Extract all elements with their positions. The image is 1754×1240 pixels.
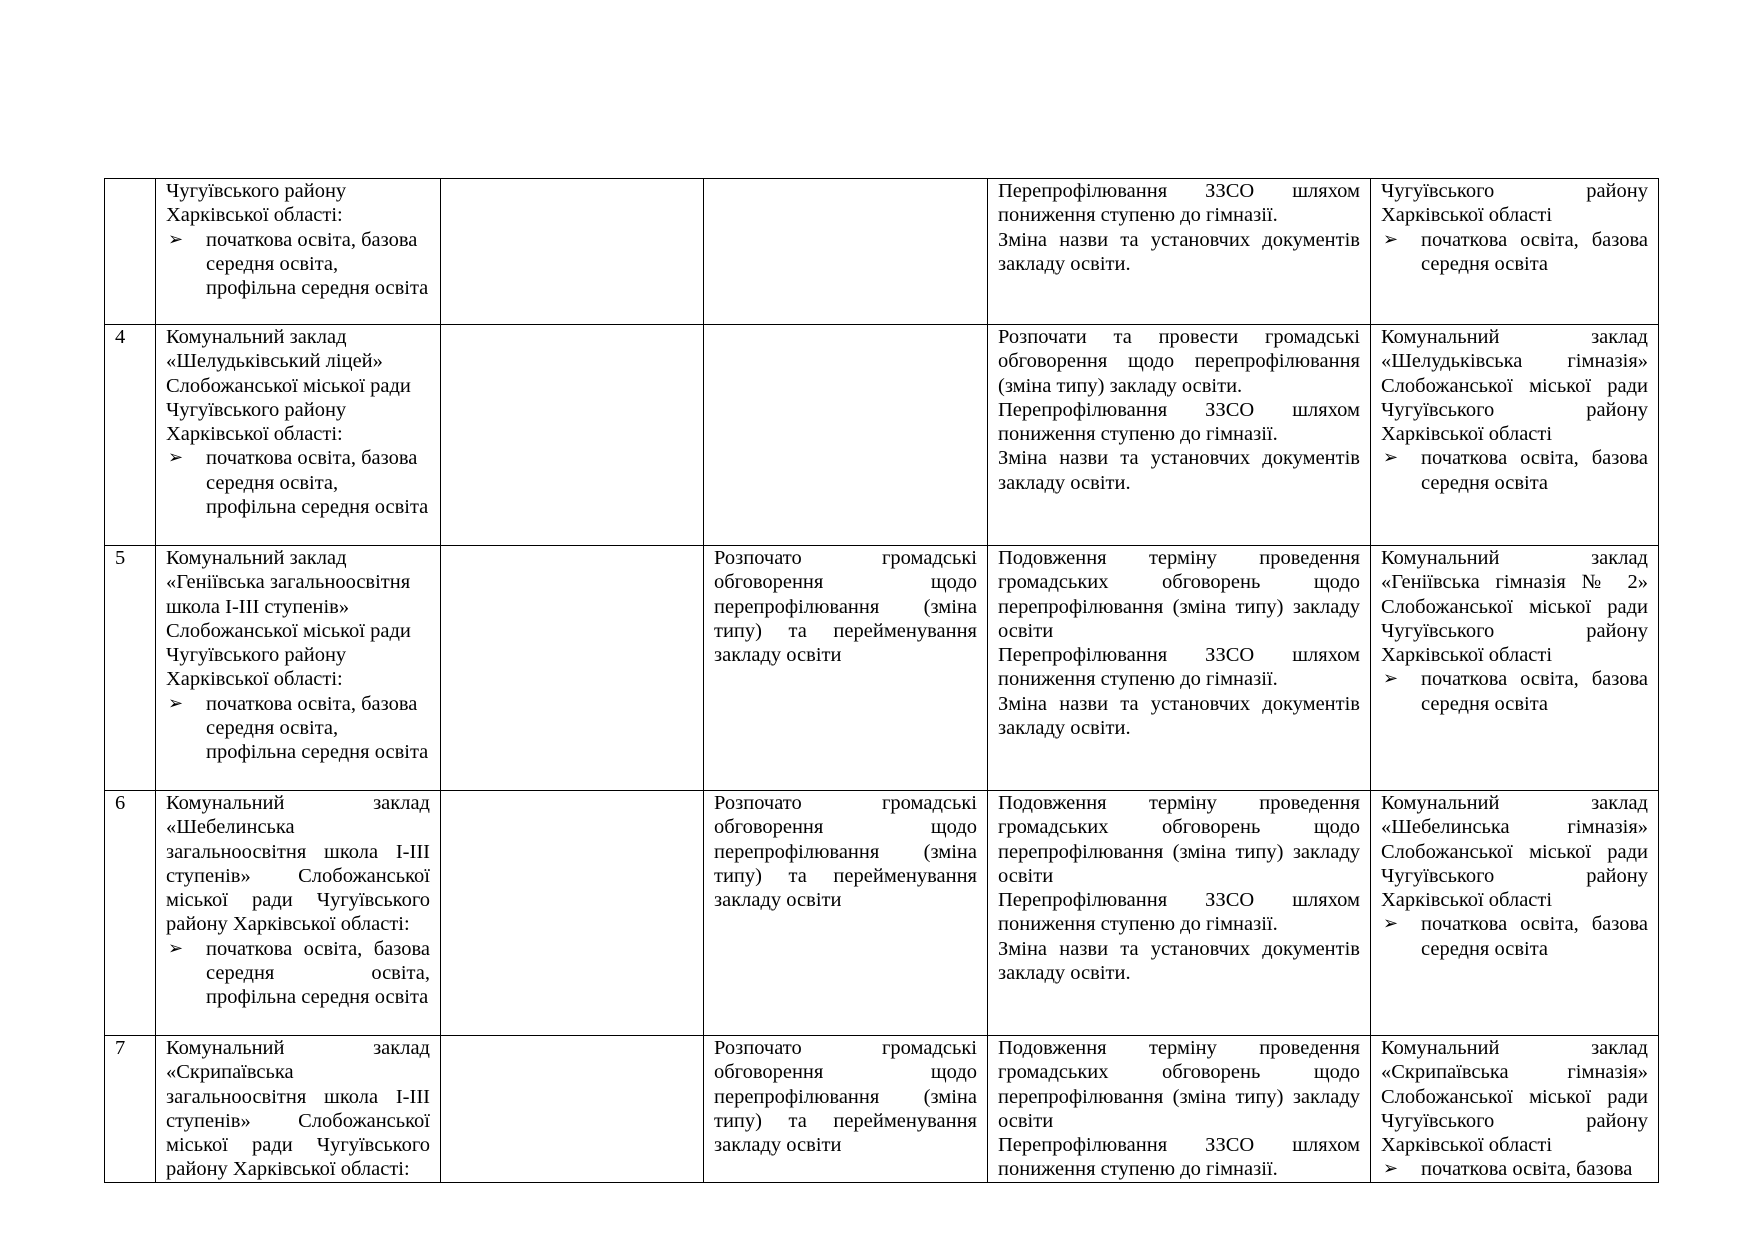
arrowhead-bullet-icon: ➢ <box>168 228 184 250</box>
action-item: Зміна назви та установчих документів закладу освіти. <box>998 937 1360 985</box>
institution-cell <box>156 1036 441 1183</box>
new-institution-name: Комунальний заклад «Шебелинська гімназія» Слобожанської міської ради Чугуївського району Харківської області <box>1381 792 1648 912</box>
row-number-cell <box>105 179 156 325</box>
institution-name: Комунальний заклад «Шебелинська загальноосвітня школа І-ІІІ ступенів» Слобожанської міської ради Чугуївського району Харківської області: <box>166 792 430 936</box>
new-name-cell <box>1371 179 1659 325</box>
education-level-item: ➢ початкова освіта, базова середня освіта <box>1383 913 1648 960</box>
arrowhead-bullet-icon: ➢ <box>168 692 184 714</box>
new-institution-name: Чугуївського району Харківської області <box>1381 180 1648 227</box>
action-item: Подовження терміну проведення громадських обговорень щодо перепрофілювання (зміна типу) закладу освіти <box>998 792 1360 887</box>
table-row <box>105 179 1659 325</box>
status-cell: Розпочато громадські обговорення щодо перепрофілювання (зміна типу) та перейменування закладу освіти <box>704 791 988 1036</box>
action-item: Перепрофілювання ЗЗСО шляхом пониження ступеню до гімназії. <box>998 398 1360 446</box>
empty-cell <box>441 1036 704 1183</box>
arrowhead-bullet-icon: ➢ <box>1383 668 1399 690</box>
arrowhead-bullet-icon: ➢ <box>1383 447 1399 469</box>
table-row <box>105 546 1659 791</box>
new-name-cell <box>1371 791 1659 1036</box>
institution-cell <box>156 179 441 325</box>
planned-actions-cell <box>988 179 1371 325</box>
education-level-item: ➢ початкова освіта, базова середня освіта, профільна середня освіта <box>168 447 429 519</box>
education-level-item: ➢ початкова освіта, базова середня освіта <box>1383 668 1648 715</box>
action-item: Зміна назви та установчих документів закладу освіти. <box>998 692 1360 740</box>
status-cell: Розпочато громадські обговорення щодо перепрофілювання (зміна типу) та перейменування закладу освіти <box>704 546 988 791</box>
action-item: Перепрофілювання ЗЗСО шляхом пониження ступеню до гімназії. <box>998 180 1360 227</box>
new-name-cell <box>1371 325 1659 546</box>
arrowhead-bullet-icon: ➢ <box>168 447 184 469</box>
arrowhead-bullet-icon: ➢ <box>168 937 184 959</box>
action-item: Зміна назви та установчих документів закладу освіти. <box>998 228 1360 275</box>
status-cell <box>704 325 988 546</box>
new-institution-name: Комунальний заклад «Скрипаївська гімназія» Слобожанської міської ради Чугуївського району Харківської області <box>1381 1037 1648 1157</box>
row-number-cell: 6 <box>105 791 156 1036</box>
table-row <box>105 325 1659 546</box>
education-level-item: ➢ початкова освіта, базова середня освіта <box>1383 228 1648 275</box>
education-level-item: ➢ початкова освіта, базова середня освіта, профільна середня освіта <box>168 692 429 764</box>
education-level-item: ➢ початкова освіта, базова середня освіта <box>1383 447 1648 494</box>
education-level-item: ➢ початкова освіта, базова середня освіта, профільна середня освіта <box>168 228 429 300</box>
table-row <box>105 1036 1659 1183</box>
action-item: Зміна назви та установчих документів закладу освіти. <box>998 447 1360 494</box>
action-item: Розпочати та провести громадські обговорення щодо перепрофілювання (зміна типу) закладу освіти. <box>998 326 1360 397</box>
institution-name: Комунальний заклад «Геніївська загальноосвітня школа І-ІІІ ступенів» Слобожанської міської ради Чугуївського району Харківської області: <box>166 547 411 691</box>
empty-cell <box>441 179 704 325</box>
new-name-cell <box>1371 1036 1659 1183</box>
arrowhead-bullet-icon: ➢ <box>1383 913 1399 935</box>
action-item: Подовження терміну проведення громадських обговорень щодо перепрофілювання (зміна типу) закладу освіти <box>998 1037 1360 1132</box>
institutions-table <box>104 178 1659 1183</box>
arrowhead-bullet-icon: ➢ <box>1383 228 1399 250</box>
row-number-cell: 4 <box>105 325 156 546</box>
status-cell <box>704 179 988 325</box>
institution-cell <box>156 546 441 791</box>
institution-cell <box>156 325 441 546</box>
status-cell: Розпочато громадські обговорення щодо перепрофілювання (зміна типу) та перейменування закладу освіти <box>704 1036 988 1183</box>
new-institution-name: Комунальний заклад «Геніївська гімназія № 2» Слобожанської міської ради Чугуївського району Харківської області <box>1381 547 1648 667</box>
arrowhead-bullet-icon: ➢ <box>1383 1158 1399 1180</box>
new-institution-name: Комунальний заклад «Шелудьківська гімназія» Слобожанської міської ради Чугуївського району Харківської області <box>1381 326 1648 446</box>
empty-cell <box>441 791 704 1036</box>
planned-actions-cell <box>988 325 1371 546</box>
new-name-cell <box>1371 546 1659 791</box>
planned-actions-cell <box>988 1036 1371 1183</box>
action-item: Подовження терміну проведення громадських обговорень щодо перепрофілювання (зміна типу) закладу освіти <box>998 547 1360 642</box>
institution-name: Комунальний заклад «Шелудьківський ліцей» Слобожанської міської ради Чугуївського району Харківської області: <box>166 326 411 446</box>
row-number-cell: 5 <box>105 546 156 791</box>
planned-actions-cell <box>988 546 1371 791</box>
education-level-item: ➢ початкова освіта, базова <box>1383 1158 1633 1181</box>
action-item: Перепрофілювання ЗЗСО шляхом пониження ступеню до гімназії. <box>998 644 1360 691</box>
institution-name: Комунальний заклад «Скрипаївська загальноосвітня школа І-ІІІ ступенів» Слобожанської міської ради Чугуївського району Харківської області: <box>166 1037 430 1181</box>
education-level-item: ➢ початкова освіта, базова середня освіта, профільна середня освіта <box>168 937 430 1009</box>
institution-cell <box>156 791 441 1036</box>
planned-actions-cell <box>988 791 1371 1036</box>
institution-name: Чугуївського району Харківської області: <box>166 180 347 227</box>
table-row <box>105 791 1659 1036</box>
empty-cell <box>441 546 704 791</box>
empty-cell <box>441 325 704 546</box>
action-item: Перепрофілювання ЗЗСО шляхом пониження ступеню до гімназії. <box>998 889 1360 936</box>
row-number-cell: 7 <box>105 1036 156 1183</box>
action-item: Перепрофілювання ЗЗСО шляхом пониження ступеню до гімназії. <box>998 1134 1360 1181</box>
